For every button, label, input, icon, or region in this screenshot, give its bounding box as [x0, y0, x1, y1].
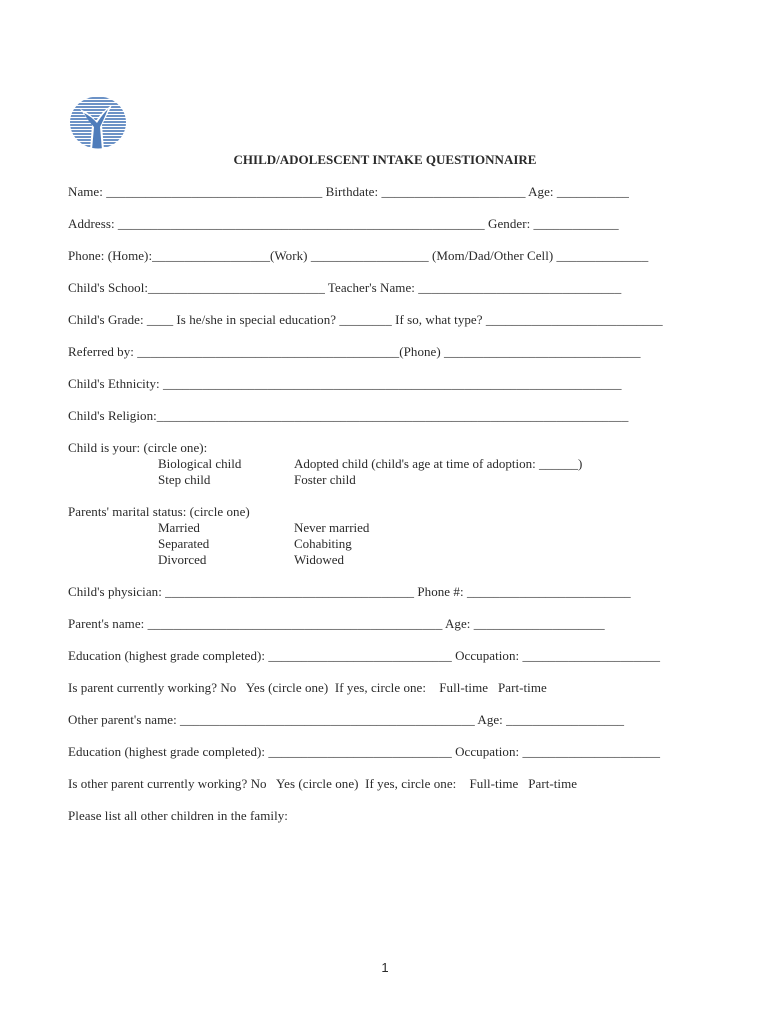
page-number: 1 [381, 960, 389, 975]
option-biological-child[interactable]: Biological child [158, 456, 242, 471]
form-title: CHILD/ADOLESCENT INTAKE QUESTIONNAIRE [233, 152, 537, 167]
other-parent-education-line[interactable]: Education (highest grade completed): ____________________________ Occupation: _____________________ [68, 744, 661, 759]
physician-line[interactable]: Child's physician: ______________________________________ Phone #: _________________________ [68, 584, 631, 599]
phone-line[interactable]: Phone: (Home):__________________(Work) __________________ (Mom/Dad/Other Cell) ______________ [68, 248, 649, 263]
option-foster-child[interactable]: Foster child [294, 472, 356, 487]
option-widowed[interactable]: Widowed [294, 552, 345, 567]
parent-name-line[interactable]: Parent's name: _____________________________________________ Age: ____________________ [68, 616, 605, 631]
option-never-married[interactable]: Never married [294, 520, 370, 535]
ethnicity-line[interactable]: Child's Ethnicity: ______________________________________________________________________ [68, 376, 622, 391]
parent-working-line[interactable]: Is parent currently working? No Yes (circle one) If yes, circle one: Full-time Part-time [68, 680, 547, 695]
option-step-child[interactable]: Step child [158, 472, 211, 487]
marital-status-label: Parents' marital status: (circle one) [68, 504, 250, 519]
option-married[interactable]: Married [158, 520, 200, 535]
other-parent-working-line[interactable]: Is other parent currently working? No Yes (circle one) If yes, circle one: Full-time Part-time [68, 776, 578, 791]
grade-special-ed-line[interactable]: Child's Grade: ____ Is he/she in special education? ________ If so, what type? ___________________________ [68, 312, 663, 327]
parent-education-line[interactable]: Education (highest grade completed): ____________________________ Occupation: _____________________ [68, 648, 661, 663]
child-is-label: Child is your: (circle one): [68, 440, 208, 455]
referred-by-line[interactable]: Referred by: ________________________________________(Phone) ______________________________ [68, 344, 641, 359]
school-teacher-line[interactable]: Child's School:___________________________ Teacher's Name: _______________________________ [68, 280, 622, 295]
address-gender-line[interactable]: Address: ________________________________________________________ Gender: _____________ [68, 216, 619, 231]
option-separated[interactable]: Separated [158, 536, 210, 551]
option-adopted-child[interactable]: Adopted child (child's age at time of adoption: ______) [294, 456, 583, 471]
other-parent-name-line[interactable]: Other parent's name: _____________________________________________ Age: __________________ [68, 712, 625, 727]
religion-line[interactable]: Child's Religion:________________________________________________________________________ [68, 408, 629, 423]
other-children-label: Please list all other children in the family: [68, 808, 288, 823]
option-divorced[interactable]: Divorced [158, 552, 207, 567]
option-cohabiting[interactable]: Cohabiting [294, 536, 352, 551]
clinic-logo-icon [68, 95, 128, 150]
name-birthdate-age-line[interactable]: Name: _________________________________ Birthdate: ______________________ Age: ___________ [68, 184, 629, 199]
